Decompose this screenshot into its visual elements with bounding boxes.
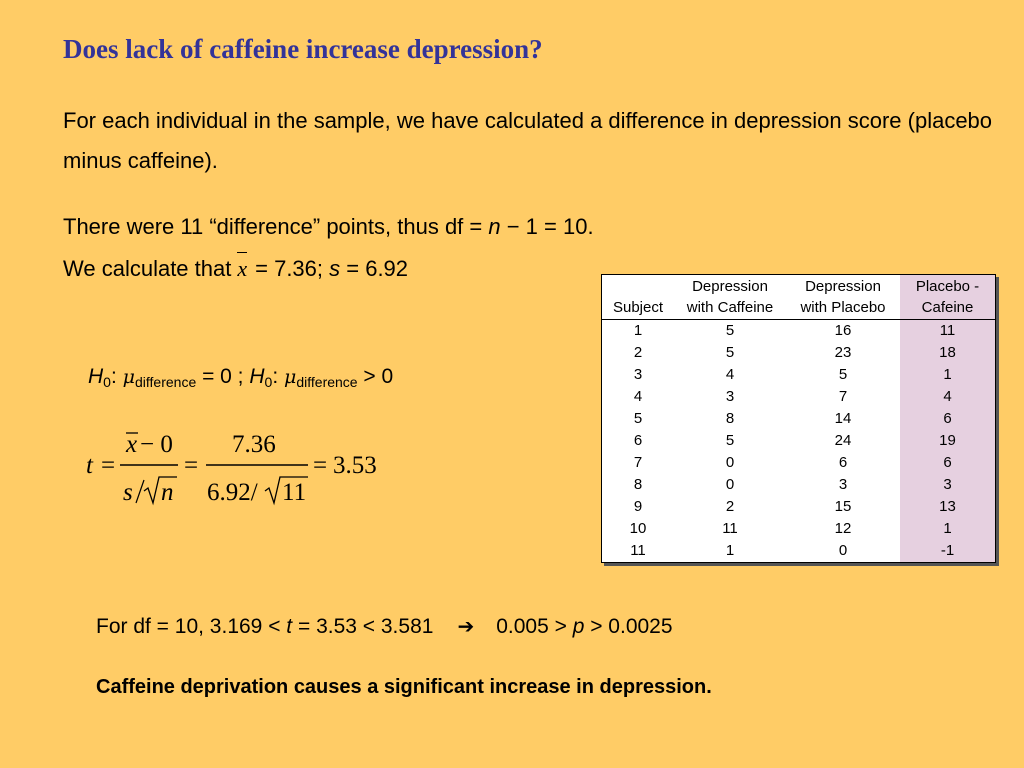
df-line-d: > 0.0025 xyxy=(584,615,673,638)
table-header-row xyxy=(602,275,996,320)
cell-difference: 11 xyxy=(900,320,996,343)
alt-relation: > 0 xyxy=(357,365,394,388)
df-text-b: − 1 = 10. xyxy=(500,214,594,239)
cell-subject: 1 xyxy=(633,322,643,339)
df-paragraph xyxy=(63,207,993,247)
cell-subject: 11 xyxy=(630,542,646,559)
h-null-symbol: H xyxy=(88,365,104,388)
cell-subject: 4 xyxy=(633,388,643,405)
cell-caffeine: 5 xyxy=(725,432,735,449)
formula-denominator-a: 6.92/ xyxy=(207,479,258,506)
header-caffeine: Depression with Caffeine xyxy=(686,278,774,316)
cell-caffeine: 0 xyxy=(725,454,735,471)
df-line-c: 0.005 > xyxy=(496,615,573,638)
conclusion-text: Caffeine deprivation causes a significant increase in depression. xyxy=(96,676,712,698)
slide-title: Does lack of caffeine increase depression? xyxy=(63,34,543,64)
cell-placebo: 7 xyxy=(838,388,848,405)
table-row xyxy=(602,320,996,343)
formula-n: n xyxy=(161,479,174,506)
formula-slash xyxy=(136,480,144,503)
formula-minus-zero: − 0 xyxy=(140,431,173,458)
cell-subject: 2 xyxy=(633,344,643,361)
cell-caffeine: 1 xyxy=(725,542,735,559)
formula-eq-2: = xyxy=(184,452,199,479)
df-line-t: t xyxy=(286,615,293,638)
cell-caffeine: 8 xyxy=(725,410,735,427)
critical-values-line xyxy=(96,614,673,639)
h-alt-colon: : xyxy=(272,365,284,388)
df-text-a: There were 11 “difference” points, thus df = xyxy=(63,214,489,239)
cell-placebo: 14 xyxy=(834,410,852,427)
cell-difference: 6 xyxy=(900,452,996,474)
header-difference: Placebo - Cafeine xyxy=(900,275,996,320)
cell-difference: 18 xyxy=(900,342,996,364)
cell-placebo: 12 xyxy=(834,520,852,537)
cell-subject: 10 xyxy=(629,520,647,537)
cell-difference: 1 xyxy=(900,364,996,386)
df-line-a: For df = 10, 3.169 < xyxy=(96,615,287,638)
formula-result: 3.53 xyxy=(333,452,377,479)
formula-numerator: 7.36 xyxy=(232,431,276,458)
sd-value-text: = 6.92 xyxy=(340,256,409,281)
cell-caffeine: 4 xyxy=(725,366,735,383)
cell-placebo: 16 xyxy=(834,322,852,339)
cell-caffeine: 0 xyxy=(725,476,735,493)
table-row xyxy=(602,540,996,563)
table-row xyxy=(602,496,996,518)
table-body xyxy=(602,320,996,563)
cell-difference: -1 xyxy=(900,540,996,563)
cell-difference: 6 xyxy=(900,408,996,430)
right-arrow-icon: ➔ xyxy=(457,616,475,638)
h-null-colon: : xyxy=(110,365,123,388)
formula-denominator-b: 11 xyxy=(282,479,307,506)
cell-difference: 19 xyxy=(900,430,996,452)
h-null-sub: 0 xyxy=(103,374,111,390)
s-symbol: s xyxy=(329,256,341,281)
cell-subject: 9 xyxy=(633,498,643,515)
mean-value-text: = 7.36; xyxy=(255,256,330,281)
mean-prefix: We calculate that xyxy=(63,256,232,281)
cell-placebo: 15 xyxy=(834,498,852,515)
table-row xyxy=(602,430,996,452)
intro-paragraph: For each individual in the sample, we have calculated a difference in depression score (placebo minus caffeine). xyxy=(63,108,993,173)
formula-s: s xyxy=(123,479,133,506)
cell-placebo: 6 xyxy=(838,454,848,471)
formula-eq-1: = xyxy=(101,452,116,479)
data-table-container xyxy=(601,274,996,563)
mu-alt-sub: difference xyxy=(296,374,358,390)
cell-placebo: 24 xyxy=(834,432,852,449)
formula-eq-3: = xyxy=(313,452,328,479)
cell-placebo: 3 xyxy=(838,476,848,493)
table-row xyxy=(602,342,996,364)
mu-alt-symbol: μ xyxy=(284,366,297,388)
t-statistic-formula xyxy=(83,425,403,520)
df-line-p: p xyxy=(572,615,585,638)
header-subject: Subject xyxy=(612,299,664,316)
h-alt-symbol: H xyxy=(249,365,265,388)
table-row xyxy=(602,364,996,386)
mu-null-sub: difference xyxy=(135,374,197,390)
cell-difference: 4 xyxy=(900,386,996,408)
formula-t: t xyxy=(86,452,93,479)
h-alt-sub: 0 xyxy=(264,374,273,390)
hypotheses xyxy=(88,365,393,390)
cell-caffeine: 5 xyxy=(725,344,735,361)
null-relation: = 0 ; xyxy=(196,365,250,388)
n-symbol: n xyxy=(488,214,501,239)
data-table xyxy=(601,274,996,563)
cell-difference: 13 xyxy=(900,496,996,518)
cell-subject: 3 xyxy=(633,366,643,383)
formula-xbar: x xyxy=(126,431,138,458)
table-row xyxy=(602,518,996,540)
table-row xyxy=(602,452,996,474)
cell-difference: 3 xyxy=(900,474,996,496)
table-row xyxy=(602,408,996,430)
cell-caffeine: 5 xyxy=(725,322,735,339)
cell-subject: 6 xyxy=(633,432,643,449)
table-row xyxy=(602,386,996,408)
cell-difference: 1 xyxy=(900,518,996,540)
df-line-b: = 3.53 < 3.581 xyxy=(292,615,434,638)
cell-subject: 5 xyxy=(633,410,643,427)
mu-null-symbol: μ xyxy=(122,366,135,388)
cell-placebo: 23 xyxy=(834,344,852,361)
cell-subject: 7 xyxy=(633,454,643,471)
xbar-symbol: x xyxy=(237,249,247,289)
cell-subject: 8 xyxy=(633,476,643,493)
cell-caffeine: 3 xyxy=(725,388,735,405)
cell-caffeine: 11 xyxy=(722,520,738,537)
cell-placebo: 0 xyxy=(838,542,848,559)
table-row xyxy=(602,474,996,496)
header-placebo: Depression with Placebo xyxy=(800,278,886,316)
formula-svg xyxy=(83,425,403,515)
cell-caffeine: 2 xyxy=(725,498,735,515)
cell-placebo: 5 xyxy=(838,366,848,383)
